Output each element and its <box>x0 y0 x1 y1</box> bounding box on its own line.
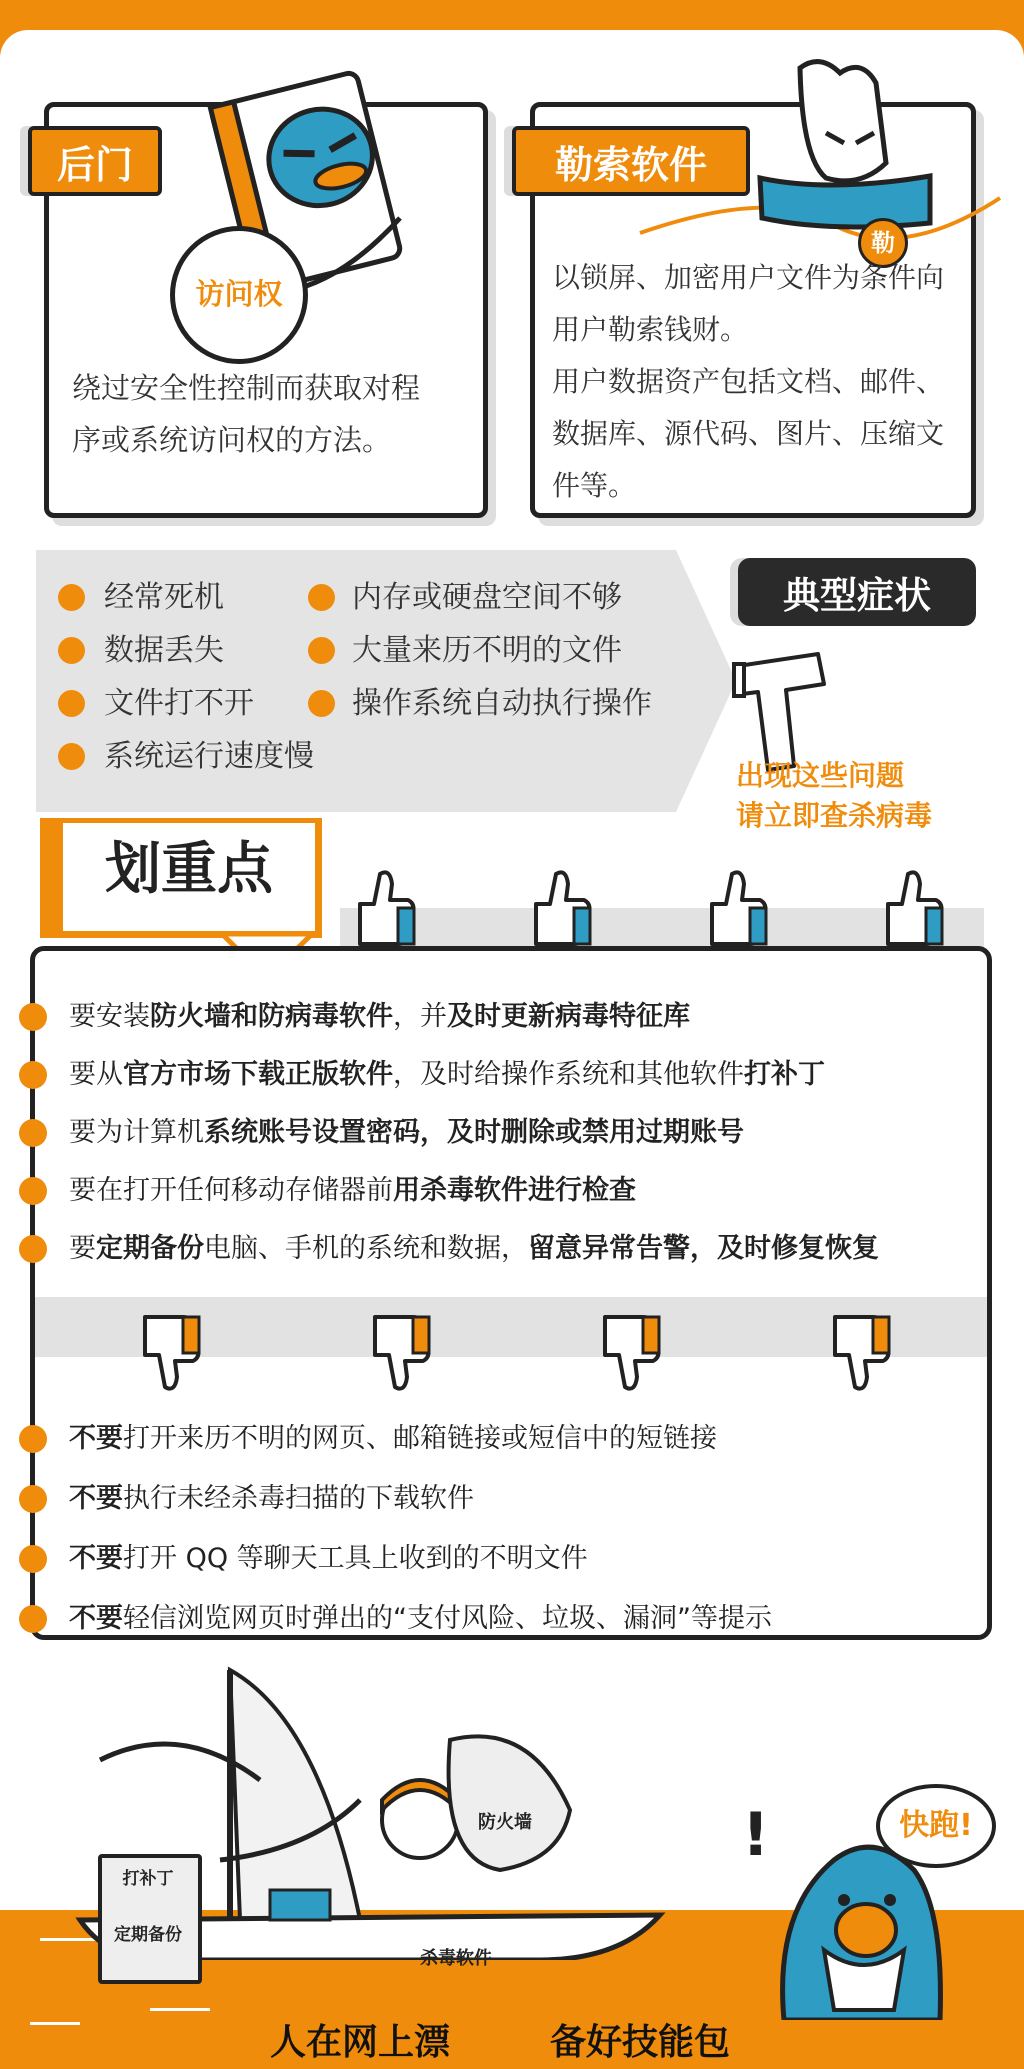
dont-item-emphasis: 不要 <box>69 1603 123 1634</box>
do-item <box>69 997 690 1037</box>
symptom-bullet <box>308 584 335 611</box>
dont-item <box>69 1539 588 1579</box>
symptom-bullet <box>308 690 335 717</box>
box-label-patch: 打补丁 <box>122 1869 174 1889</box>
do-bullet <box>19 1235 47 1263</box>
dont-item-emphasis: 不要 <box>69 1423 123 1454</box>
do-item-emphasis: 官方市场下载正版软件 <box>123 1059 393 1090</box>
do-bullet <box>19 1061 47 1089</box>
do-item-segment: 要安装 <box>69 1001 150 1032</box>
dont-item-segment: 打开来历不明的网页、邮箱链接或短信中的短链接 <box>123 1423 717 1454</box>
thumbs-down-icon <box>595 1313 667 1399</box>
exclamation-mark: ! <box>742 1800 770 1870</box>
symptom-item: 操作系统自动执行操作 <box>352 686 652 721</box>
ransomware-description-line-5: 件等。 <box>552 469 637 502</box>
symptom-item: 大量来历不明的文件 <box>352 633 622 668</box>
symptoms-tag: 典型症状 <box>738 558 976 626</box>
do-item-segment: ，及时给操作系统和其他软件 <box>393 1059 744 1090</box>
wave-line <box>150 2008 210 2011</box>
ransomware-tag: 勒索软件 <box>512 126 750 196</box>
do-bullet <box>19 1003 47 1031</box>
thumbs-up-icon <box>702 864 772 948</box>
dont-item-emphasis: 不要 <box>69 1543 123 1574</box>
do-item-emphasis: 留意异常告警，及时修复恢复 <box>528 1233 879 1264</box>
dont-bullet <box>19 1425 47 1453</box>
thumbs-up-icon <box>878 864 948 948</box>
ransomware-description-line-1: 以锁屏、加密用户文件为条件向 <box>552 261 945 294</box>
ransomware-description <box>552 252 972 512</box>
backdoor-description-line-1: 绕过安全性控制而获取对程 <box>72 371 421 405</box>
symptom-item: 文件打不开 <box>104 686 254 721</box>
symptoms-warning-line-1: 出现这些问题 <box>736 759 905 792</box>
thumbs-down-icon <box>135 1313 207 1399</box>
symptoms-warning-line-2: 请立即查杀病毒 <box>736 799 933 832</box>
ransomware-description-line-3: 用户数据资产包括文档、邮件、 <box>552 365 945 398</box>
do-bullet <box>19 1119 47 1147</box>
do-item <box>69 1229 879 1269</box>
dont-item-segment: 执行未经杀毒扫描的下载软件 <box>123 1483 474 1514</box>
symptom-item: 内存或硬盘空间不够 <box>352 580 622 615</box>
infographic-page <box>0 30 1024 2069</box>
do-item-segment: 要 <box>69 1233 96 1264</box>
keypoints-panel <box>30 946 992 1640</box>
thumbs-up-icon <box>350 864 420 948</box>
thumbs-up-icon <box>526 864 596 948</box>
keypoints-title: 划重点 <box>105 837 273 902</box>
do-item-emphasis: 防火墙和防病毒软件 <box>150 1001 393 1032</box>
ransom-ribbon-badge: 勒 <box>858 218 908 268</box>
sack-label-firewall: 防火墙 <box>478 1812 532 1833</box>
symptom-item: 系统运行速度慢 <box>104 739 314 774</box>
dont-bullet <box>19 1605 47 1633</box>
symptom-bullet <box>58 690 85 717</box>
symptom-bullet <box>58 743 85 770</box>
dont-bullet <box>19 1485 47 1513</box>
do-item-segment: 要为计算机 <box>69 1117 204 1148</box>
do-item-segment: 要在打开任何移动存储器前 <box>69 1175 393 1206</box>
thumbs-down-icon <box>365 1313 437 1399</box>
shout-bubble: 快跑! <box>876 1784 996 1868</box>
do-bullet <box>19 1177 47 1205</box>
symptom-bullet <box>308 637 335 664</box>
backdoor-description <box>72 362 472 466</box>
do-item <box>69 1171 636 1211</box>
backdoor-description-line-2: 序或系统访问权的方法。 <box>72 423 392 457</box>
backdoor-tag: 后门 <box>28 126 162 196</box>
do-item-emphasis: 用杀毒软件进行检查 <box>393 1175 636 1206</box>
dont-bullet <box>19 1545 47 1573</box>
slogan-left: 人在网上漂 <box>270 2022 451 2063</box>
do-item-emphasis: 打补丁 <box>744 1059 825 1090</box>
do-item-emphasis: 及时更新病毒特征库 <box>447 1001 690 1032</box>
ransomware-description-line-2: 用户勒索钱财。 <box>552 313 749 346</box>
symptom-item: 数据丢失 <box>104 633 224 668</box>
symptom-bullet <box>58 637 85 664</box>
do-item-segment: ，并 <box>393 1001 447 1032</box>
box-label-backup: 定期备份 <box>114 1925 182 1945</box>
dont-item-emphasis: 不要 <box>69 1483 123 1514</box>
thumbs-down-icon <box>825 1313 897 1399</box>
do-item-emphasis: 定期备份 <box>96 1233 204 1264</box>
sack-label-antivirus: 杀毒软件 <box>420 1948 492 1969</box>
do-item-segment: 要从 <box>69 1059 123 1090</box>
access-stamp-label: 访问权 <box>195 277 283 311</box>
symptom-item: 经常死机 <box>104 580 224 615</box>
do-item <box>69 1055 825 1095</box>
slogan-right: 备好技能包 <box>550 2022 731 2063</box>
dont-item-segment: 轻信浏览网页时弹出的“支付风险、垃圾、漏洞”等提示 <box>123 1603 772 1634</box>
dont-item <box>69 1599 772 1639</box>
do-item-segment: 电脑、手机的系统和数据， <box>204 1233 528 1264</box>
symptom-bullet <box>58 584 85 611</box>
ransomware-description-line-4: 数据库、源代码、图片、压缩文 <box>552 417 945 450</box>
do-item <box>69 1113 744 1153</box>
dont-item-segment: 打开 QQ 等聊天工具上收到的不明文件 <box>123 1543 588 1574</box>
dont-item <box>69 1419 717 1459</box>
do-item-emphasis: 系统账号设置密码，及时删除或禁用过期账号 <box>204 1117 744 1148</box>
wave-line <box>30 2022 80 2025</box>
dont-item <box>69 1479 474 1519</box>
symptoms-warning <box>736 756 932 836</box>
